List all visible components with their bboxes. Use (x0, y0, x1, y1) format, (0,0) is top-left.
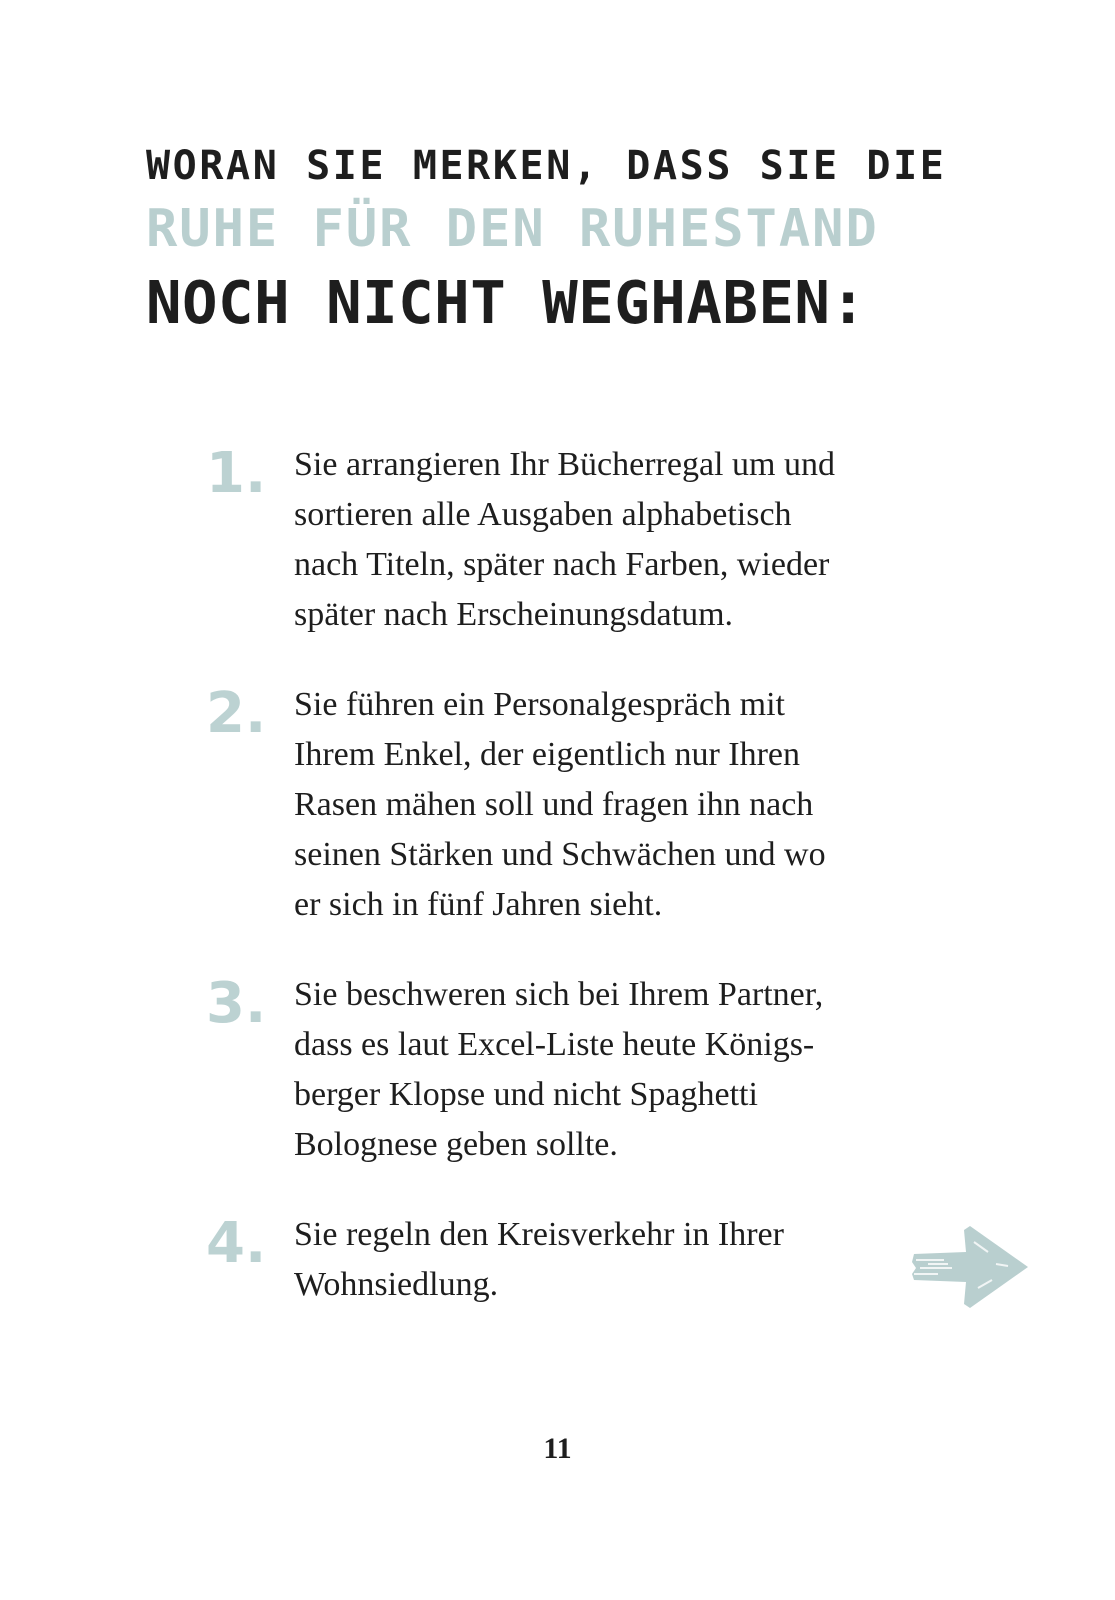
text-line: sortieren alle Ausgaben alphabetisch (294, 496, 792, 533)
text-line: Bolognese geben sollte. (294, 1126, 618, 1163)
text-line: berger Klopse und nicht Spaghetti (294, 1076, 758, 1113)
arrow-right-icon[interactable] (908, 1222, 1032, 1312)
text-line: Sie führen ein Personalgespräch mit (294, 686, 785, 723)
list-item-text (294, 680, 944, 930)
list-item-number: 4. (206, 1211, 267, 1276)
text-line: Ihrem Enkel, der eigentlich nur Ihren (294, 736, 801, 773)
list-item-text (294, 970, 944, 1170)
text-line: Sie beschweren sich bei Ihrem Partner, (294, 976, 824, 1013)
text-line: später nach Erscheinungsdatum. (294, 596, 734, 633)
text-line: Rasen mähen soll und fragen ihn nach (294, 786, 814, 823)
list-item-number: 3. (206, 971, 267, 1036)
text-line: seinen Stärken und Schwächen und wo (294, 836, 826, 873)
text-line: Sie regeln den Kreisverkehr in Ihrer (294, 1216, 784, 1253)
list-item (0, 440, 1115, 640)
list-item-text (294, 440, 944, 640)
heading-line-2-highlight: RUHE FÜR DEN RUHESTAND (146, 199, 879, 259)
text-line: dass es laut Excel-Liste heute Königs- (294, 1026, 815, 1063)
list-item (0, 680, 1115, 930)
text-line: er sich in fünf Jahren sieht. (294, 886, 663, 923)
text-line: nach Titeln, später nach Farben, wieder (294, 546, 830, 583)
page-heading (146, 140, 976, 340)
page-number: 11 (543, 1432, 572, 1465)
text-line: Wohnsiedlung. (294, 1266, 499, 1303)
list-item (0, 970, 1115, 1170)
list-item-number: 1. (206, 441, 267, 506)
list-item-number: 2. (206, 681, 267, 746)
text-line: Sie arrangieren Ihr Bücherregal um und (294, 446, 835, 483)
numbered-list (0, 440, 1115, 1350)
list-item-text (294, 1210, 944, 1310)
heading-line-1: WORAN SIE MERKEN, DASS SIE DIE (146, 143, 947, 189)
heading-line-3: NOCH NICHT WEGHABEN: (146, 268, 867, 337)
